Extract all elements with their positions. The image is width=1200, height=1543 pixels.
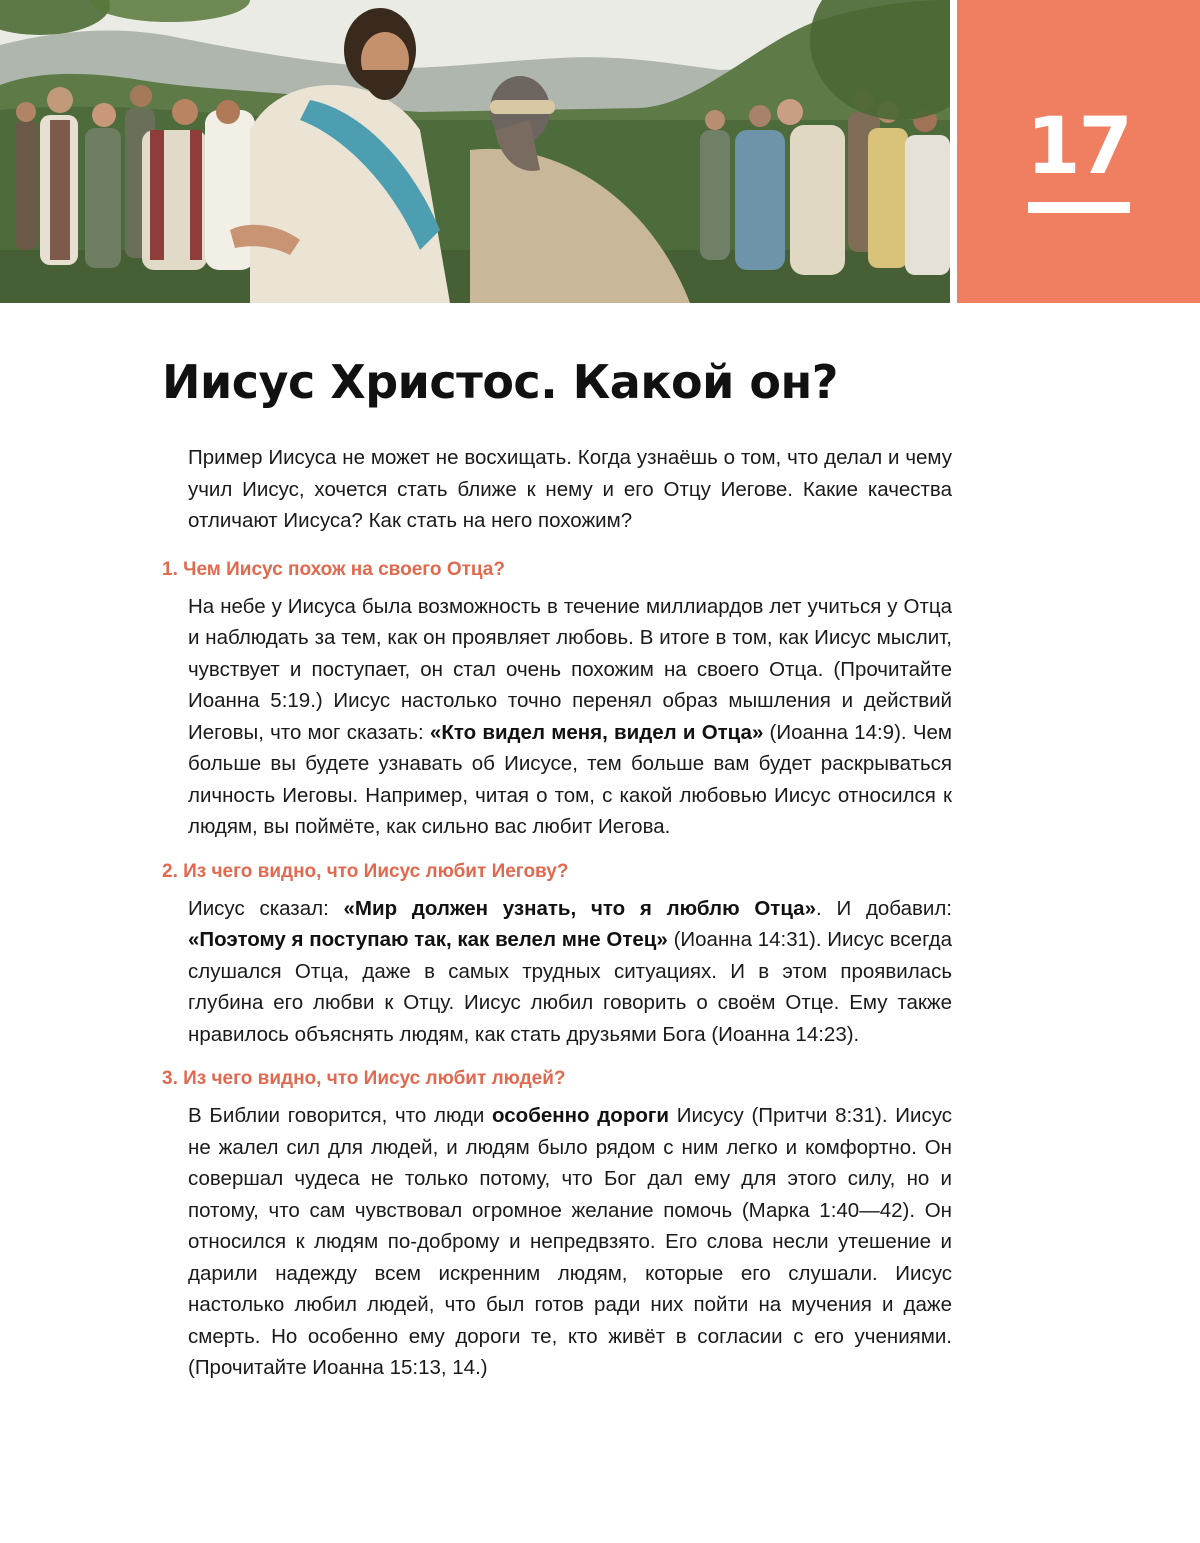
section-paragraph (188, 893, 952, 1051)
lesson-content (162, 442, 952, 1398)
text-run: . И добавил: (815, 896, 952, 920)
section-paragraph (188, 1100, 952, 1384)
hero-illustration (0, 0, 950, 303)
text-run: (Иоанна 14:31). Иисус всегда слушался Отца, даже в самых трудных ситуациях. И в этом проявилась глубина его любви к Отцу. Иисус любил говорить о своём Отце. Ему также нравилось объяснять людям, как стать друзьями Бога (Иоанна 14:23). (188, 928, 952, 1046)
hero-scene (0, 0, 950, 303)
section-2 (162, 857, 952, 1051)
section-question: 1. Чем Иисус похож на своего Отца? (162, 558, 505, 580)
bold-quote: «Кто видел меня, видел и Отца» (429, 720, 764, 744)
section-3 (162, 1064, 952, 1384)
text-run: На небе у Иисуса была возможность в течение миллиардов лет учиться у Отца и наблюдать за тем, как он проявляет любовь. В итоге в том, как Иисус мыслит, чувствует и поступает, он стал очень похожим на своего Отца. (Прочитайте Иоанна 5:19.) Иисус настолько точно перенял образ мышления и действий Иеговы, что мог сказать: (188, 594, 952, 744)
lesson-number-badge (957, 0, 1200, 303)
text-run: В Библии говорится, что люди (188, 1104, 493, 1127)
bold-phrase: особенно дороги (492, 1104, 670, 1127)
bold-quote: «Мир должен узнать, что я люблю Отца» (343, 896, 816, 920)
text-run: Иисусу (Притчи 8:31). Иисус не жалел сил для людей, и людям было рядом с ним легко и комфортно. Он совершал чудеса не только потому, что Бог дал ему для этого силу, но и потому, что сам чувствовал огромное желание помочь (Марка 1:40—42). Он относился к людям по-доброму и непредвзято. Его слова несли утешение и дарили надежду всем искренним людям, которые его слушали. Иисус настолько любил людей, что был готов ради них пойти на мучения и даже смерть. Но особенно ему дороги те, кто живёт в согласии с его учениями. (Прочитайте Иоанна 15:13, 14.) (188, 1104, 952, 1379)
section-question: 2. Из чего видно, что Иисус любит Иегову? (162, 860, 569, 882)
intro-paragraph: Пример Иисуса не может не восхищать. Когда узнаёшь о том, что делал и чему учил Иисус, хочется стать ближе к нему и его Отцу Иегове. Какие качества отличают Иисуса? Как стать на него похожим? (188, 446, 952, 532)
page-title: Иисус Христос. Какой он? (162, 355, 838, 409)
section-paragraph (188, 591, 952, 843)
lesson-number: 17 (1026, 102, 1131, 192)
section-1 (162, 555, 952, 843)
text-run: (Иоанна 14:9). Чем больше вы будете узнавать об Иисусе, тем больше вам будет раскрываться личность Иеговы. Например, читая о том, с какой любовью Иисус относился к людям, вы поймёте, как сильно вас любит Иегова. (188, 720, 952, 838)
section-question: 3. Из чего видно, что Иисус любит людей? (162, 1068, 566, 1089)
bold-quote: «Поэтому я поступаю так, как велел мне Отец» (188, 928, 668, 951)
text-run: Иисус сказал: (188, 896, 344, 920)
lesson-number-underline (1028, 202, 1130, 213)
